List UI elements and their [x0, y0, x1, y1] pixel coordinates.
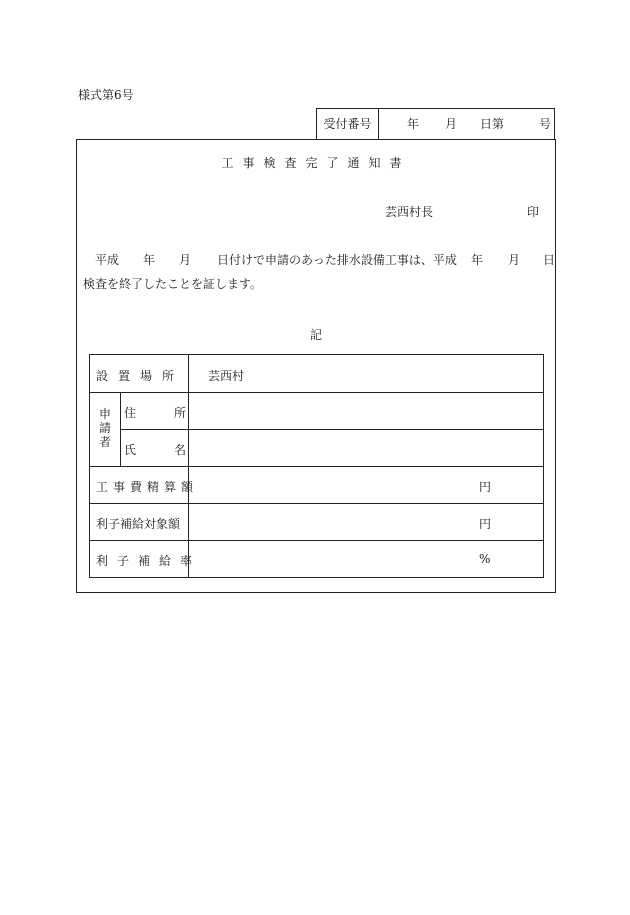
seal-mark: 印 [527, 205, 540, 219]
receipt-month-unit: 月 [445, 117, 458, 131]
body-era: 平成 [95, 253, 120, 267]
subsidy-unit: 円 [479, 517, 492, 531]
table-divider [90, 540, 543, 541]
body-year-unit-2: 年 [471, 253, 484, 267]
rate-unit: % [479, 552, 491, 566]
detail-table [89, 354, 544, 578]
body-day-unit-2: 日 [543, 253, 556, 267]
receipt-year-unit: 年 [407, 117, 420, 131]
rate-label: 利子補給率 [96, 554, 202, 568]
body-month-unit: 月 [179, 253, 192, 267]
location-value: 芸西村 [208, 369, 245, 383]
form-number: 様式第6号 [78, 88, 134, 102]
location-label: 設置場所 [96, 369, 185, 383]
receipt-day-unit: 日第 [480, 117, 505, 131]
receipt-number-unit: 号 [539, 117, 552, 131]
body-line-1 [83, 251, 556, 267]
document-title: 工事検査完了通知書 [221, 156, 411, 170]
table-divider [90, 392, 543, 393]
table-divider [120, 429, 543, 430]
name-label: 氏名 [124, 443, 225, 457]
body-month-unit-2: 月 [508, 253, 521, 267]
receipt-label: 受付番号 [317, 109, 379, 139]
cost-label: 工事費精算額 [96, 480, 199, 494]
table-divider [90, 466, 543, 467]
issuer: 芸西村長 [385, 205, 434, 219]
body-text-mid: 日付けで申請のあった排水設備工事は、平成 [217, 253, 457, 267]
notice-document [76, 139, 556, 593]
body-year-unit: 年 [143, 253, 156, 267]
applicant-label: 申請者 [98, 407, 111, 449]
table-divider [90, 503, 543, 504]
address-label: 住所 [124, 406, 225, 420]
cost-unit: 円 [479, 480, 492, 494]
ki-heading: 記 [309, 328, 322, 342]
subsidy-label: 利子補給対象額 [96, 517, 181, 531]
receipt-number-box [316, 108, 555, 139]
body-line-2: 検査を終了したことを証します。 [83, 277, 263, 291]
